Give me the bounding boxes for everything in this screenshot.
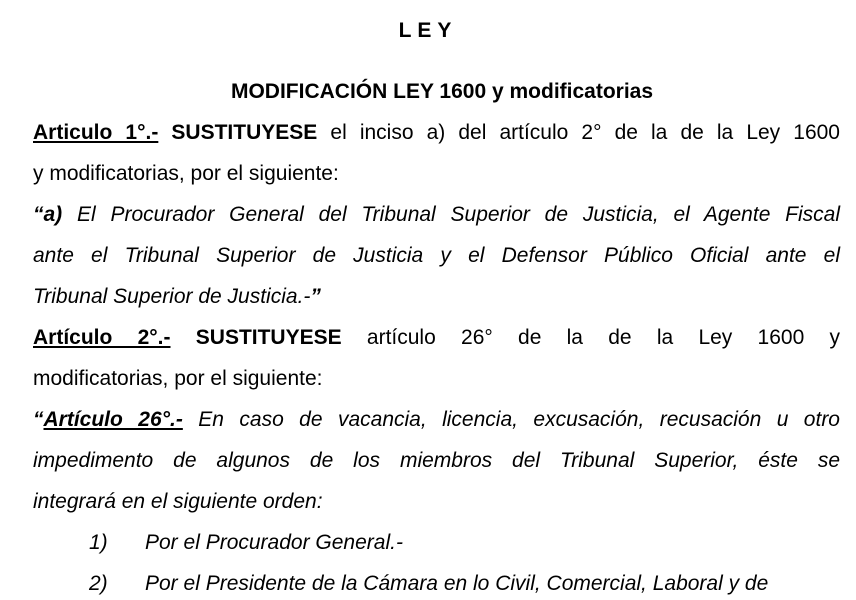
article-1-quote-open: “a) [33, 203, 63, 226]
article-1-quote-c: Tribunal Superior de Justicia.- [33, 285, 311, 308]
article-2-verb: SUSTITUYESE [195, 326, 342, 349]
article-2-text-b: modificatorias, por el siguiente: [33, 367, 323, 390]
document-title: LEY [398, 19, 458, 42]
article-26-line-2 [33, 447, 840, 475]
article-2-text-a: artículo 26° de la de la Ley 1600 y [366, 326, 841, 349]
article-2-line-2 [33, 365, 840, 393]
article-2-label: Artículo 2°.- [33, 326, 171, 349]
article-1-line-2 [33, 160, 840, 188]
article-1-label: Articulo 1°.- [33, 121, 159, 144]
article-1-quote-line-2 [33, 242, 840, 270]
article-2-line-1 [33, 324, 840, 352]
article-1-text-b: y modificatorias, por el siguiente: [33, 162, 339, 185]
article-1-line-1 [33, 119, 840, 147]
article-1-quote-line-1 [33, 201, 840, 229]
article-1-quote-a: El Procurador General del Tribunal Superior de Justicia, el Agente Fiscal [76, 203, 840, 226]
article-26-text-c: integrará en el siguiente orden: [33, 490, 323, 513]
article-26-text-a: En caso de vacancia, licencia, excusación, recusación u otro [198, 408, 840, 431]
article-1-quote-b: ante el Tribunal Superior de Justicia y el Defensor Público Oficial ante el [33, 244, 840, 267]
article-1-quote-close: ” [310, 285, 321, 308]
article-26-quote-open: “ [33, 408, 44, 431]
list-item-text: Por el Procurador General.- [145, 531, 403, 554]
list-item-text: Por el Presidente de la Cámara en lo Civil, Comercial, Laboral y de [145, 572, 769, 595]
article-26-line-1 [33, 406, 840, 434]
article-1-quote-line-3 [33, 283, 840, 311]
list-item-number: 1) [89, 531, 108, 554]
list-item-number: 2) [89, 572, 108, 595]
article-1-text-a: el inciso a) del artículo 2° de la de la Ley 1600 [330, 121, 840, 144]
article-1-verb: SUSTITUYESE [171, 121, 318, 144]
article-26-text-b: impedimento de algunos de los miembros del Tribunal Superior, éste se [33, 449, 840, 472]
article-26-label: Artículo 26°.- [43, 408, 183, 431]
article-26-line-3 [33, 488, 840, 516]
document-subtitle: MODIFICACIÓN LEY 1600 y modificatorias [230, 80, 654, 103]
